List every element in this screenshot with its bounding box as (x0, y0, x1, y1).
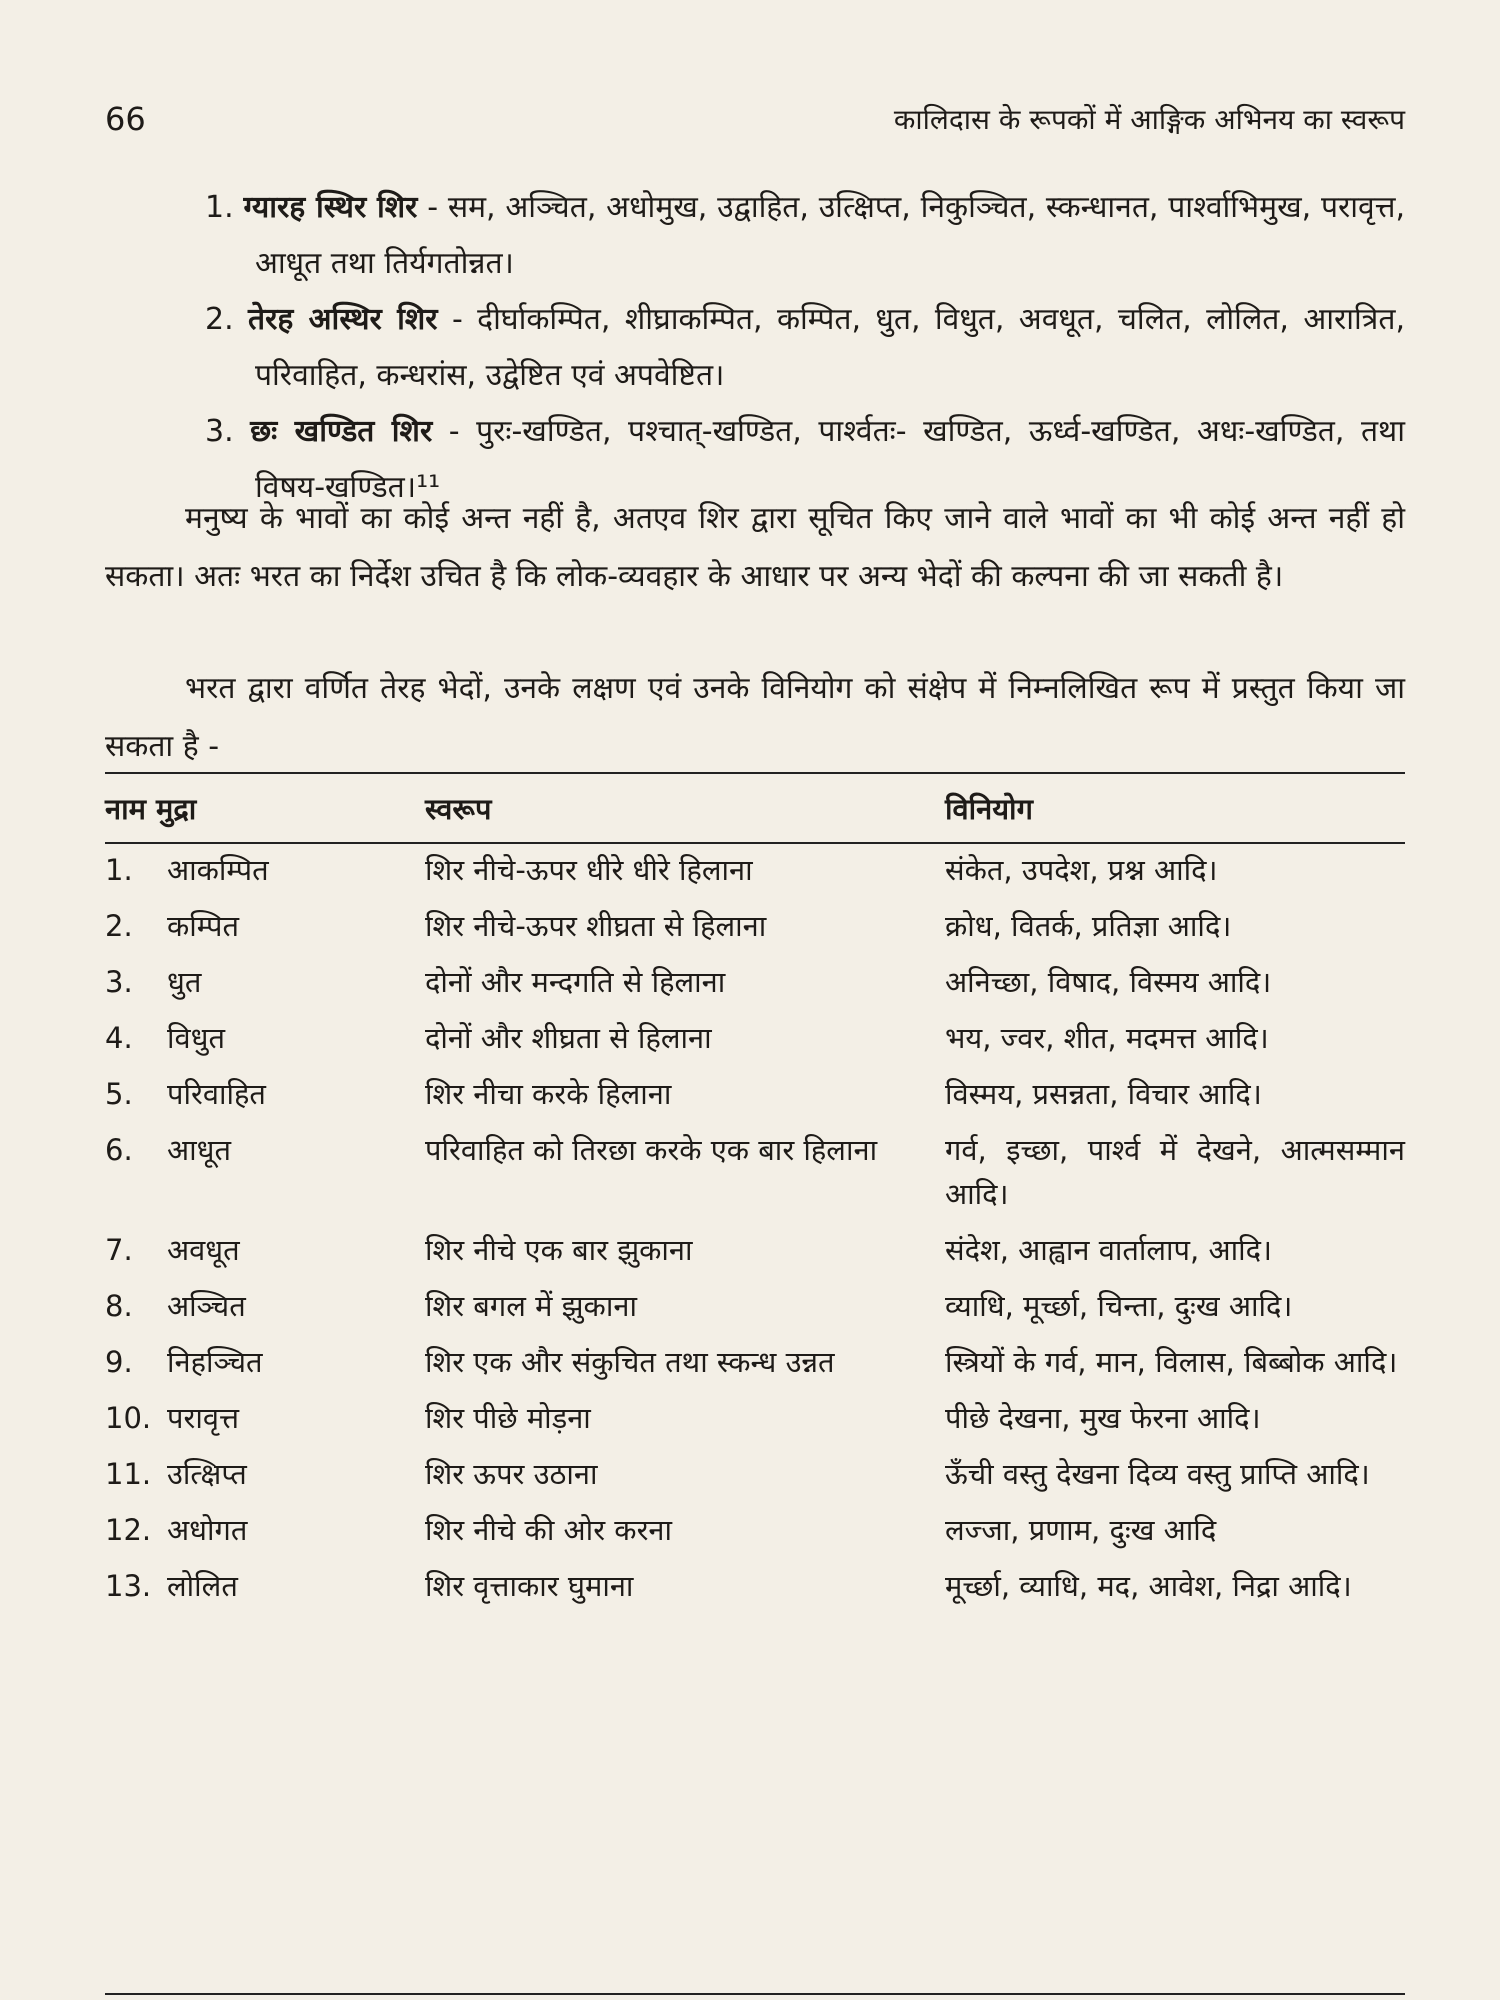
row-number: 12. (105, 1513, 152, 1547)
category-text: - सम, अञ्चित, अधोमुख, उद्वाहित, उत्क्षिप्त, निकुञ्चित, स्कन्धानत, पार्श्वाभिमुख, परावृत्त, आधूत तथा तिर्यगतोन्नत। (255, 190, 1405, 281)
mudra-use: स्त्रियों के गर्व, मान, विलास, बिब्बोक आदि। (945, 1345, 1398, 1379)
mudra-form: शिर नीचे-ऊपर धीरे धीरे हिलाना (425, 853, 753, 887)
table-top-rule (105, 772, 1405, 774)
mudra-form: दोनों और शीघ्रता से हिलाना (425, 1021, 712, 1055)
list-item (105, 180, 1405, 292)
row-number: 9. (105, 1345, 133, 1379)
mudra-form: शिर नीचे एक बार झुकाना (425, 1233, 693, 1267)
row-number: 1. (105, 853, 133, 887)
running-title: कालिदास के रूपकों में आङ्गिक अभिनय का स्वरूप (893, 103, 1405, 136)
table-row (105, 1328, 1405, 1384)
mudra-name: अधोगत (167, 1513, 248, 1547)
mudra-table (105, 780, 1405, 1608)
page-header (105, 100, 1405, 150)
row-number: 2. (105, 909, 133, 943)
mudra-use: गर्व, इच्छा, पार्श्व में देखने, आत्मसम्मान आदि। (945, 1133, 1405, 1211)
mudra-use: संदेश, आह्वान वार्तालाप, आदि। (945, 1233, 1272, 1267)
mudra-use: अनिच्छा, विषाद, विस्मय आदि। (945, 965, 1272, 999)
row-number: 13. (105, 1569, 152, 1603)
mudra-form: शिर ऊपर उठाना (425, 1457, 598, 1491)
table-row (105, 948, 1405, 1004)
category-term: तेरह अस्थिर शिर (248, 302, 438, 337)
mudra-name: विधुत (167, 1021, 226, 1055)
mudra-use: क्रोध, वितर्क, प्रतिज्ञा आदि। (945, 909, 1232, 943)
table-row (105, 1060, 1405, 1116)
category-term: ग्यारह स्थिर शिर (243, 190, 418, 225)
body-paragraph: मनुष्य के भावों का कोई अन्त नहीं है, अतएव शिर द्वारा सूचित किए जाने वाले भावों का भी कोई अन्त नहीं हो सकता। अतः भरत का निर्देश उचित है कि लोक-व्यवहार के आधार पर अन्य भेदों की कल्पना की जा सकती है। (105, 501, 1405, 594)
mudra-form: शिर पीछे मोड़ना (425, 1401, 591, 1435)
mudra-form: शिर बगल में झुकाना (425, 1289, 637, 1323)
row-number: 4. (105, 1021, 133, 1055)
table-header-row (105, 780, 1405, 836)
category-text: - पुरः-खण्डित, पश्चात्-खण्डित, पार्श्वतः- खण्डित, ऊर्ध्व-खण्डित, अधः-खण्डित, तथा विषय-खण्डित।¹¹ (255, 414, 1405, 505)
mudra-name: परावृत्त (167, 1401, 240, 1435)
mudra-form: शिर नीचा करके हिलाना (425, 1077, 672, 1111)
header-use: विनियोग (945, 791, 1033, 826)
list-number: 1. (205, 190, 234, 225)
row-number: 5. (105, 1077, 133, 1111)
mudra-name: परिवाहित (167, 1077, 266, 1111)
mudra-name: लोलित (167, 1569, 238, 1603)
table-bottom-rule (105, 1993, 1405, 1995)
mudra-name: उत्क्षिप्त (167, 1457, 247, 1491)
list-number: 3. (205, 414, 234, 449)
row-number: 3. (105, 965, 133, 999)
table-row (105, 1384, 1405, 1440)
table-row (105, 1004, 1405, 1060)
table-row (105, 1216, 1405, 1272)
mudra-name: निहञ्चित (167, 1345, 263, 1379)
head-categories-list (105, 180, 1405, 516)
row-number: 6. (105, 1133, 133, 1167)
mudra-use: पीछे देखना, मुख फेरना आदि। (945, 1401, 1261, 1435)
mudra-name: कम्पित (167, 909, 240, 943)
page-number: 66 (105, 100, 146, 138)
mudra-name: आधूत (167, 1133, 232, 1167)
mudra-name: अवधूत (167, 1233, 240, 1267)
table-row (105, 892, 1405, 948)
mudra-form: दोनों और मन्दगति से हिलाना (425, 965, 726, 999)
mudra-form: शिर वृत्ताकार घुमाना (425, 1569, 634, 1603)
table-row (105, 1440, 1405, 1496)
mudra-form: शिर नीचे-ऊपर शीघ्रता से हिलाना (425, 909, 767, 943)
header-form: स्वरूप (425, 791, 492, 826)
mudra-form: शिर नीचे की ओर करना (425, 1513, 673, 1547)
row-number: 11. (105, 1457, 152, 1491)
table-row (105, 1116, 1405, 1216)
row-number: 8. (105, 1289, 133, 1323)
row-number: 10. (105, 1401, 152, 1435)
table-row (105, 1496, 1405, 1552)
mudra-form: शिर एक और संकुचित तथा स्कन्ध उन्नत (425, 1345, 835, 1379)
list-item (105, 292, 1405, 404)
mudra-use: संकेत, उपदेश, प्रश्न आदि। (945, 853, 1218, 887)
body-paragraph: भरत द्वारा वर्णित तेरह भेदों, उनके लक्षण एवं उनके विनियोग को संक्षेप में निम्नलिखित रूप में प्रस्तुत किया जा सकता है - (105, 671, 1405, 764)
mudra-use: व्याधि, मूर्च्छा, चिन्ता, दुःख आदि। (945, 1289, 1293, 1323)
table-row (105, 1272, 1405, 1328)
mudra-name: धुत (167, 965, 202, 999)
category-term: छः खण्डित शिर (250, 414, 433, 449)
mudra-use: विस्मय, प्रसन्नता, विचार आदि। (945, 1077, 1262, 1111)
table-row (105, 1552, 1405, 1608)
mudra-name: अञ्चित (167, 1289, 246, 1323)
mudra-form: परिवाहित को तिरछा करके एक बार हिलाना (425, 1133, 878, 1167)
list-number: 2. (205, 302, 234, 337)
mudra-use: भय, ज्वर, शीत, मदमत्त आदि। (945, 1021, 1269, 1055)
mudra-use: ऊँची वस्तु देखना दिव्य वस्तु प्राप्ति आदि। (945, 1457, 1370, 1491)
mudra-use: मूर्च्छा, व्याधि, मद, आवेश, निद्रा आदि। (945, 1569, 1352, 1603)
category-text: - दीर्घाकम्पित, शीघ्राकम्पित, कम्पित, धुत, विधुत, अवधूत, चलित, लोलित, आरात्रित, परिवाहित, कन्धरांस, उद्वेष्टित एवं अपवेष्टित। (255, 302, 1405, 393)
mudra-name: आकम्पित (167, 853, 269, 887)
table-row (105, 836, 1405, 892)
mudra-use: लज्जा, प्रणाम, दुःख आदि (945, 1513, 1217, 1547)
header-name: नाम मुद्रा (105, 791, 197, 826)
row-number: 7. (105, 1233, 133, 1267)
